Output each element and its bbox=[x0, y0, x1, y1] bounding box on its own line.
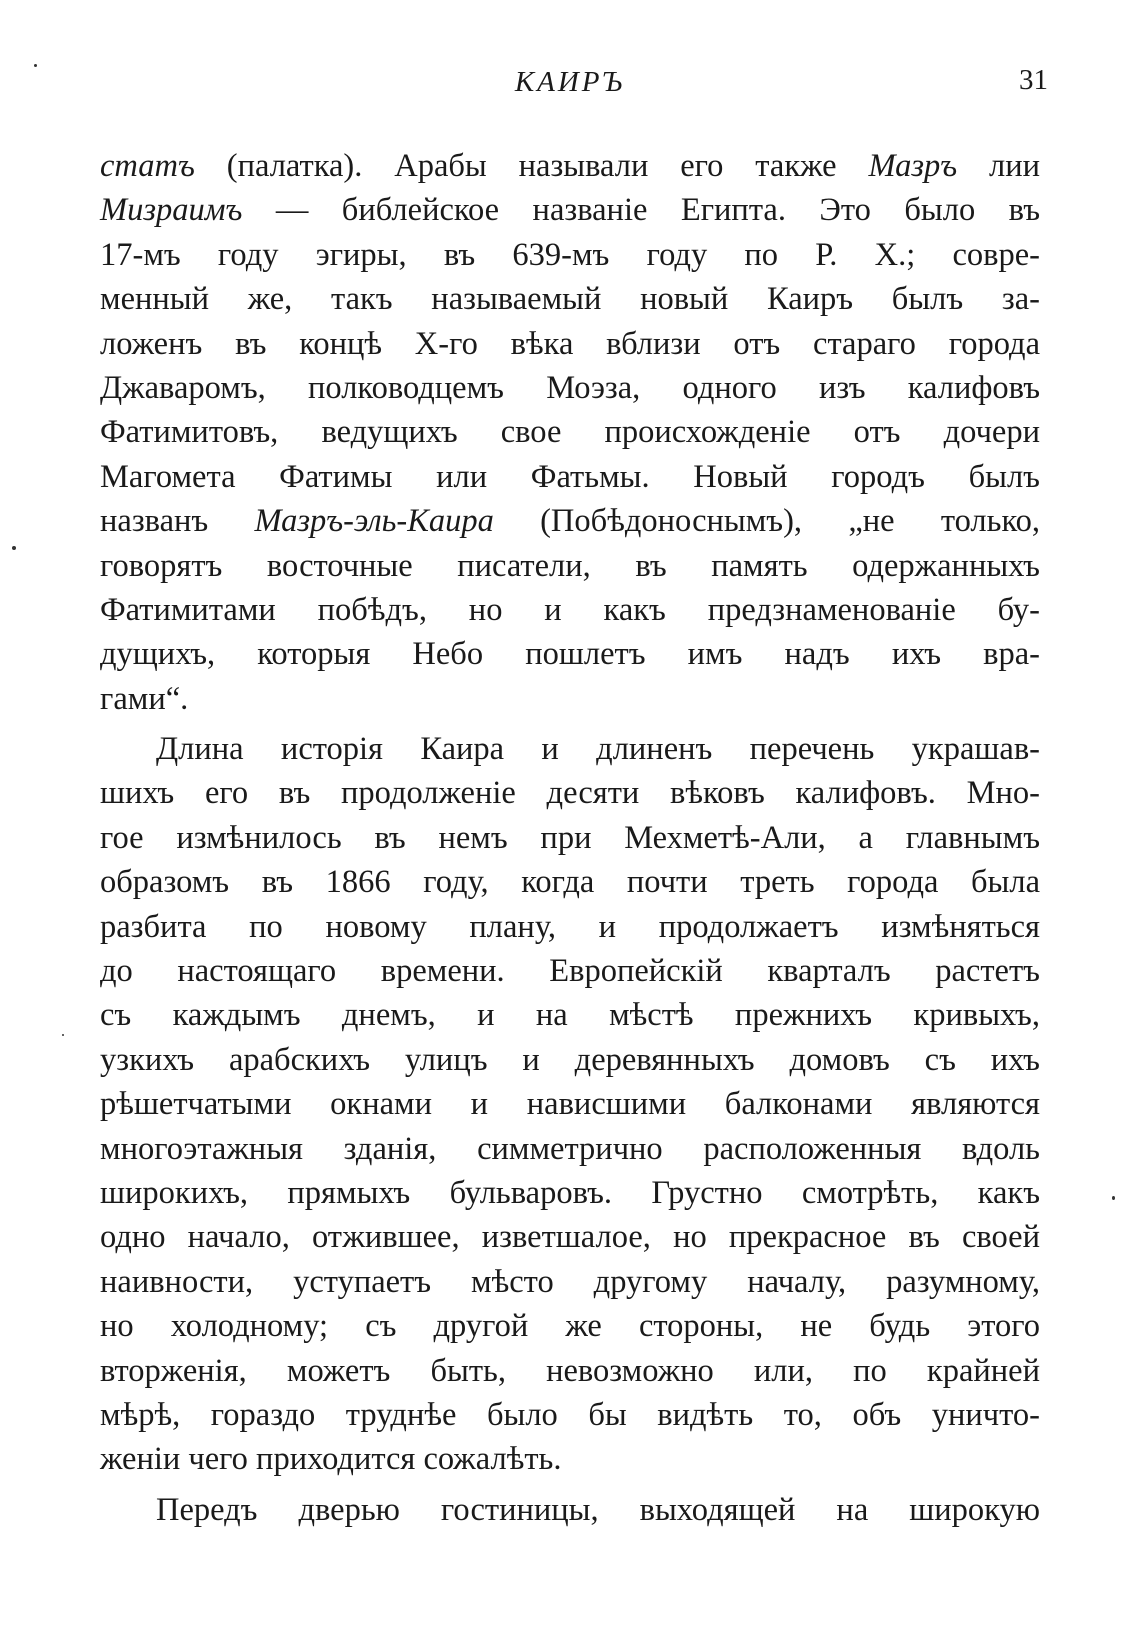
text-run: Джаваромъ, полководцемъ Моэза, одного изъ калифовъ bbox=[100, 369, 1040, 406]
text-run: 17-мъ году эгиры, въ 639-мъ году по Р. X.; совре- bbox=[100, 236, 1040, 273]
text-line bbox=[100, 1260, 1040, 1304]
text-run: названъ bbox=[100, 503, 255, 540]
text-run: менный же, такъ называемый новый Каиръ былъ за- bbox=[100, 281, 1040, 318]
text-line bbox=[100, 816, 1040, 860]
paragraph bbox=[100, 1488, 1040, 1532]
text-line bbox=[100, 277, 1040, 321]
body-text bbox=[100, 144, 1040, 1532]
text-run: мѣрѣ, гораздо труднѣе было бы видѣть то, объ уничто- bbox=[100, 1396, 1040, 1433]
text-run: широкихъ, прямыхъ бульваровъ. Грустно смотрѣть, какъ bbox=[100, 1174, 1040, 1211]
text-run: (палатка). Арабы называли его также bbox=[194, 148, 869, 184]
running-head bbox=[0, 66, 1140, 106]
text-line bbox=[100, 993, 1040, 1037]
text-run: Передъ дверью гостиницы, выходящей на широкую bbox=[156, 1491, 1040, 1528]
text-run: одно начало, отжившее, изветшалое, но прекрасное въ своей bbox=[100, 1219, 1040, 1256]
text-line bbox=[100, 144, 1040, 188]
text-line bbox=[100, 410, 1040, 454]
text-line bbox=[100, 1215, 1040, 1259]
text-line bbox=[100, 588, 1040, 632]
text-run: разбита по новому плану, и продолжаетъ измѣняться bbox=[100, 908, 1040, 945]
text-line bbox=[100, 1171, 1040, 1215]
text-line bbox=[100, 1488, 1040, 1532]
text-run: вторженія, можетъ быть, невозможно или, по крайней bbox=[100, 1352, 1040, 1389]
text-line bbox=[100, 905, 1040, 949]
text-line bbox=[100, 1038, 1040, 1082]
text-line bbox=[100, 677, 1040, 721]
print-speck bbox=[62, 1034, 64, 1036]
text-run: Магомета Фатимы или Фатьмы. Новый городъ былъ bbox=[100, 458, 1040, 495]
text-line bbox=[100, 322, 1040, 366]
text-run: шихъ его въ продолженіе десяти вѣковъ калифовъ. Мно- bbox=[100, 775, 1040, 812]
text-run: многоэтажныя зданія, симметрично расположенныя вдоль bbox=[100, 1130, 1040, 1167]
text-run: дущихъ, которыя Небо пошлетъ имъ надъ ихъ вра- bbox=[100, 636, 1040, 673]
text-line bbox=[100, 860, 1040, 904]
text-line bbox=[100, 1082, 1040, 1126]
print-speck bbox=[34, 64, 37, 67]
paragraph bbox=[100, 727, 1040, 1482]
text-line bbox=[100, 727, 1040, 771]
text-line bbox=[100, 1127, 1040, 1171]
text-line bbox=[100, 544, 1040, 588]
paragraph bbox=[100, 144, 1040, 721]
text-line bbox=[100, 455, 1040, 499]
text-run: Длина исторія Каира и длиненъ перечень украшав- bbox=[156, 731, 1040, 768]
page-number: 31 bbox=[1019, 64, 1048, 96]
text-run: ложенъ въ концѣ X-го вѣка вблизи отъ стараго города bbox=[100, 325, 1040, 362]
text-run: женіи чего приходится сожалѣть. bbox=[100, 1441, 562, 1478]
text-line bbox=[100, 188, 1040, 232]
text-line bbox=[100, 771, 1040, 815]
text-run: Фатимитами побѣдъ, но и какъ предзнаменованіе бу- bbox=[100, 591, 1040, 628]
text-line bbox=[100, 499, 1040, 543]
text-line bbox=[100, 949, 1040, 993]
text-run: рѣшетчатыми окнами и нависшими балконами являются bbox=[100, 1086, 1040, 1123]
text-run: гое измѣнилось въ немъ при Мехметѣ-Али, а главнымъ bbox=[100, 819, 1040, 856]
text-line bbox=[100, 366, 1040, 410]
running-title: КАИРЪ bbox=[514, 66, 626, 98]
text-run: съ каждымъ днемъ, и на мѣстѣ прежнихъ кривыхъ, bbox=[100, 997, 1040, 1034]
text-run: но холодному; съ другой же стороны, не будь этого bbox=[100, 1308, 1040, 1345]
text-run: наивности, уступаетъ мѣсто другому началу, разумному, bbox=[100, 1263, 1040, 1300]
print-speck bbox=[1112, 1196, 1115, 1200]
text-run: говорятъ восточные писатели, въ память одержанныхъ bbox=[100, 547, 1040, 584]
text-run: узкихъ арабскихъ улицъ и деревянныхъ домовъ съ ихъ bbox=[100, 1041, 1040, 1078]
text-run: Фатимитовъ, ведущихъ свое происхожденіе отъ дочери bbox=[100, 414, 1040, 451]
text-line bbox=[100, 1437, 1040, 1481]
italic-text-run: Мазръ-эль-Каира bbox=[254, 503, 494, 540]
text-run: (Побѣдоноснымъ), „не только, bbox=[493, 503, 1040, 540]
italic-text-run: Мизраимъ bbox=[100, 192, 243, 229]
text-run: гами“. bbox=[100, 680, 189, 717]
text-run: образомъ въ 1866 году, когда почти треть города была bbox=[100, 864, 1040, 901]
text-line bbox=[100, 1349, 1040, 1393]
italic-text-run: статъ bbox=[100, 148, 195, 184]
text-line bbox=[100, 1304, 1040, 1348]
text-line bbox=[100, 632, 1040, 676]
italic-text-run: Мазръ bbox=[868, 148, 958, 184]
print-speck bbox=[12, 546, 16, 550]
text-run: — библейское названіе Египта. Это было въ bbox=[242, 192, 1040, 229]
text-run: до настоящаго времени. Европейскій кварталъ растетъ bbox=[100, 953, 1040, 990]
text-line bbox=[100, 1393, 1040, 1437]
text-line bbox=[100, 233, 1040, 277]
text-run: лии bbox=[957, 148, 1041, 184]
